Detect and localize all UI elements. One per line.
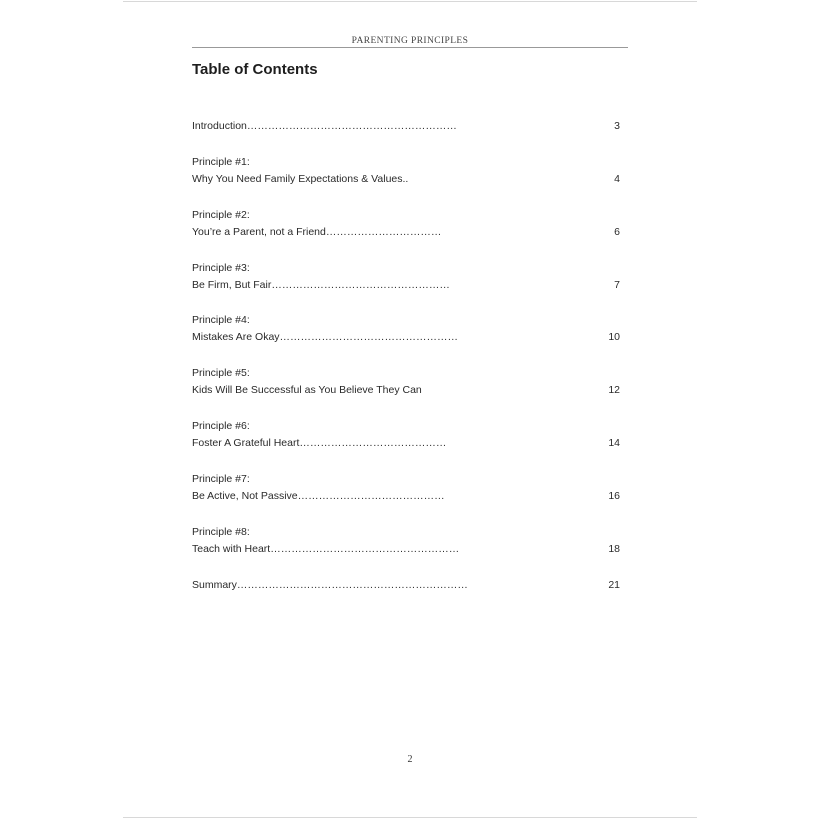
toc-entry-label: You’re a Parent, not a Friend……………………………: [192, 226, 442, 238]
toc-entry-principle-1: [192, 154, 628, 188]
toc-entry-page: 14: [608, 437, 620, 449]
toc-entry-heading: Principle #8:: [192, 526, 250, 538]
page-bottom-edge: [123, 817, 697, 818]
toc-entry-page: 3: [614, 120, 620, 132]
toc-entry-heading: Principle #5:: [192, 367, 250, 379]
toc-entry-principle-2: [192, 207, 628, 241]
toc-entry-page: 21: [608, 579, 620, 591]
toc-entry-page: 10: [608, 331, 620, 343]
toc-entry-heading: Principle #7:: [192, 473, 250, 485]
toc-entry-heading: Principle #1:: [192, 156, 250, 168]
toc-entry-heading: Principle #6:: [192, 420, 250, 432]
running-header: PARENTING PRINCIPLES: [351, 36, 469, 46]
header-rule: [192, 47, 628, 48]
toc-entry-page: 4: [614, 173, 620, 185]
toc-entry-label: Summary…………………………………………………………: [192, 579, 468, 591]
toc-entry-principle-5: [192, 365, 628, 399]
toc-entry-heading: Principle #2:: [192, 209, 250, 221]
toc-entry-page: 16: [608, 490, 620, 502]
toc-entry-label: Be Firm, But Fair……………………………………………: [192, 279, 450, 291]
toc-entry-principle-6: [192, 418, 628, 452]
toc-entry-heading: Principle #4:: [192, 314, 250, 326]
toc-entry-page: 18: [608, 543, 620, 555]
toc-entry-label: Mistakes Are Okay……………………………………………: [192, 331, 459, 343]
toc-entry-label: Foster A Grateful Heart……………………………………: [192, 437, 447, 449]
toc-entry-label: Be Active, Not Passive……………………………………: [192, 490, 445, 502]
toc-entry-label: Teach with Heart………………………………………………: [192, 543, 460, 555]
toc-entry-principle-7: [192, 471, 628, 505]
toc-entry-introduction: [192, 118, 628, 135]
page-number: 2: [407, 754, 413, 765]
toc-entry-summary: [192, 577, 628, 594]
toc-entry-principle-8: [192, 524, 628, 558]
toc-entry-label: Introduction……………………………………………………: [192, 120, 457, 132]
toc-entry-principle-4: [192, 312, 628, 346]
toc-entry-page: 7: [614, 279, 620, 291]
toc-entry-label: Why You Need Family Expectations & Values..: [192, 173, 409, 185]
toc-title: Table of Contents: [192, 61, 318, 78]
page-top-edge: [123, 1, 697, 2]
toc-entry-page: 12: [608, 384, 620, 396]
toc-entry-label: Kids Will Be Successful as You Believe They Can: [192, 384, 422, 396]
toc-entry-heading: Principle #3:: [192, 262, 250, 274]
toc-entry-principle-3: [192, 260, 628, 294]
toc-entry-page: 6: [614, 226, 620, 238]
